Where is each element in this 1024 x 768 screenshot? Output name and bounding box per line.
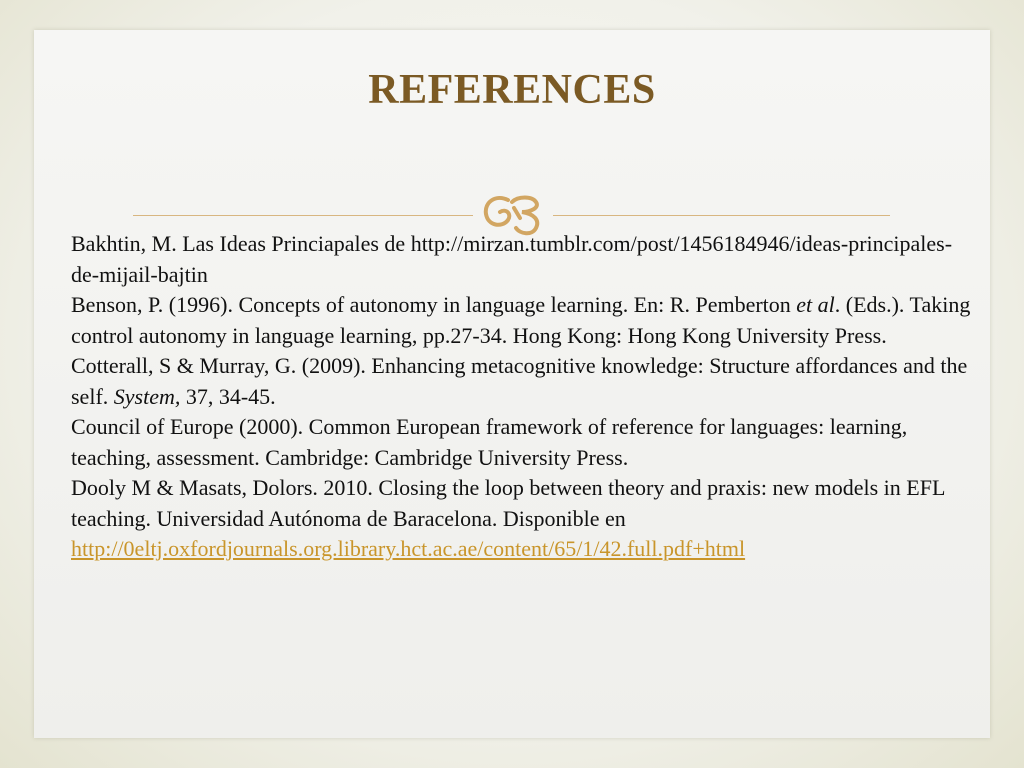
reference-italic: et al <box>796 292 835 317</box>
reference-benson <box>71 290 971 351</box>
reference-dooly <box>71 473 971 565</box>
reference-council-of-europe <box>71 412 971 473</box>
reference-text: Benson, P. (1996). Concepts of autonomy in language learning. En: R. Pemberton <box>71 292 797 317</box>
reference-text: Bakhtin, M. Las Ideas Princiapales de http://mirzan.tumblr.com/post/1456184946/ideas-principales-de-mijail-bajtin <box>71 231 953 287</box>
reference-text: . (Eds.). Taking control autonomy in language learning, pp.27-34. Hong Kong: Hong Kong University Press. <box>71 292 971 348</box>
reference-text: Dooly M & Masats, Dolors. 2010. Closing the loop between theory and praxis: new models in EFL teaching. Universidad Autónoma de Baracelona. Disponible en <box>71 475 945 531</box>
slide-title: REFERENCES <box>368 67 656 113</box>
reference-link[interactable]: http://0eltj.oxfordjournals.org.library.hct.ac.ae/content/65/1/42.full.pdf+html <box>71 536 746 561</box>
divider-right <box>553 215 890 216</box>
reference-cotterall <box>71 351 971 412</box>
reference-text: Council of Europe (2000). Common European framework of reference for languages: learning, teaching, assessment. Cambridge: Cambridge University Press. <box>71 414 908 470</box>
reference-italic: System, <box>113 383 181 409</box>
reference-text: Cotterall, S & Murray, G. (2009). Enhancing metacognitive knowledge: Structure affordances and the self. <box>71 353 968 409</box>
references-list <box>71 229 971 565</box>
reference-text: 37, 34-45. <box>180 383 276 409</box>
divider-left <box>133 215 473 216</box>
reference-bakhtin <box>71 229 971 290</box>
